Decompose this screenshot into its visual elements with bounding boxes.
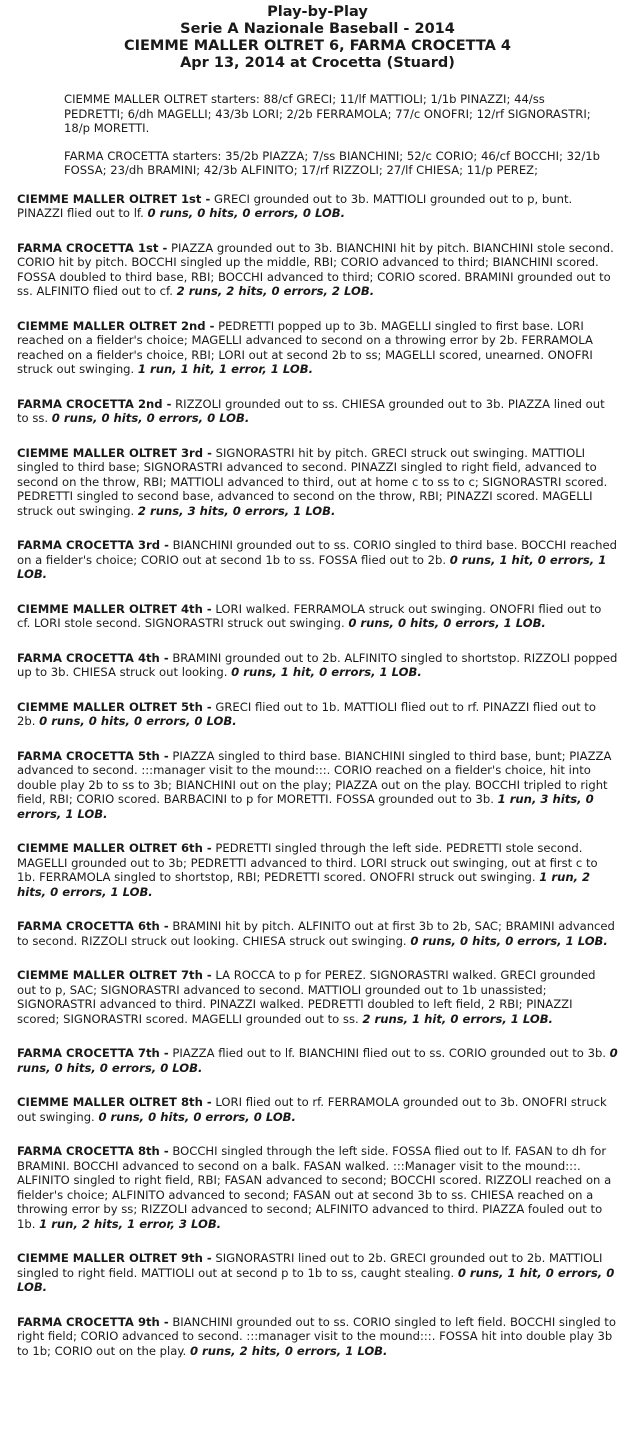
half-inning-summary: 0 runs, 0 hits, 0 errors, 0 LOB. bbox=[17, 1046, 618, 1075]
home-starters: FARMA CROCETTA starters: 35/2b PIAZZA; 7/ss BIANCHINI; 52/c CORIO; 46/cf BOCCHI; 32/1b FOSSA; 23/dh BRAMINI; 42/3b ALFINITO; 17/rf RIZZOLI; 27/lf CHIESA; 11/p PEREZ; bbox=[64, 148, 601, 177]
half-inning-summary: 2 runs, 2 hits, 0 errors, 2 LOB. bbox=[176, 284, 375, 298]
half-inning-summary: 0 runs, 2 hits, 0 errors, 1 LOB. bbox=[189, 1343, 388, 1358]
half-inning-summary: 1 run, 3 hits, 0 errors, 1 LOB. bbox=[17, 792, 594, 821]
half-inning-summary: 2 runs, 3 hits, 0 errors, 1 LOB. bbox=[137, 503, 336, 518]
half-inning-plays: BRAMINI hit by pitch. ALFINITO out at first 3b to 2b, SAC; BRAMINI advanced to second. RIZZOLI struck out looking. CHIESA struck out swinging. bbox=[17, 919, 615, 948]
half-inning-summary: 0 runs, 0 hits, 0 errors, 1 LOB. bbox=[348, 616, 546, 630]
half-inning-summary: 0 runs, 0 hits, 0 errors, 0 LOB. bbox=[98, 1109, 296, 1124]
visitor-starters: CIEMME MALLER OLTRET starters: 88/cf GRECI; 11/lf MATTIOLI; 1/1b PINAZZI; 44/ss PEDRETTI; 6/dh MAGELLI; 43/3b LORI; 2/2b FERRAMOLA; 77/c ONOFRI; 12/rf SIGNORASTRI; 18/p MORETTI. bbox=[64, 92, 591, 135]
half-inning-entry bbox=[17, 651, 618, 680]
half-inning-entry bbox=[17, 1251, 618, 1295]
half-inning-plays: LORI flied out to rf. FERRAMOLA grounded out to 3b. ONOFRI struck out swinging. bbox=[17, 1095, 607, 1124]
document-header bbox=[17, 0, 618, 72]
half-inning-summary: 0 runs, 1 hit, 0 errors, 1 LOB. bbox=[231, 665, 422, 679]
half-inning-entry bbox=[17, 192, 618, 221]
half-inning-plays: SIGNORASTRI hit by pitch. GRECI struck out swinging. MATTIOLI singled to third base; SIGNORASTRI advanced to second. PINAZZI singled to right field, advanced to second on the throw, RBI; MATTIOLI advanced to third, out at home c to ss to c; SIGNORASTRI scored. PEDRETTI singled to second base, advanced to second on the throw, RBI; PINAZZI scored. MAGELLI struck out swinging. bbox=[17, 445, 608, 518]
half-inning-entry bbox=[17, 1095, 618, 1124]
half-inning-heading: CIEMME MALLER OLTRET 9th - bbox=[17, 1251, 212, 1265]
half-inning-entry bbox=[17, 749, 618, 822]
half-inning-entry bbox=[17, 602, 618, 631]
half-inning-entry bbox=[17, 397, 618, 426]
half-inning-summary: 0 runs, 0 hits, 0 errors, 0 LOB. bbox=[51, 411, 250, 425]
half-inning-summary: 0 runs, 0 hits, 0 errors, 1 LOB. bbox=[410, 933, 608, 948]
half-inning-heading: FARMA CROCETTA 7th - bbox=[17, 1046, 169, 1060]
half-inning-heading: FARMA CROCETTA 3rd - bbox=[17, 538, 169, 552]
half-inning-heading: FARMA CROCETTA 6th - bbox=[17, 919, 169, 933]
half-inning-summary: 0 runs, 1 hit, 0 errors, 1 LOB. bbox=[17, 552, 607, 581]
half-inning-heading: CIEMME MALLER OLTRET 4th - bbox=[17, 601, 212, 616]
half-inning-heading: CIEMME MALLER OLTRET 7th - bbox=[17, 968, 212, 982]
half-inning-plays: PIAZZA flied out to lf. BIANCHINI flied out to ss. CORIO grounded out to 3b. bbox=[168, 1046, 610, 1060]
half-inning-plays: BIANCHINI grounded out to ss. CORIO singled to third base. BOCCHI reached on a fielder's choice; CORIO out at second 1b to ss. FOSSA flied out to 2b. bbox=[17, 538, 617, 567]
half-inning-heading: CIEMME MALLER OLTRET 3rd - bbox=[17, 445, 212, 460]
half-inning-summary: 0 runs, 0 hits, 0 errors, 0 LOB. bbox=[147, 206, 346, 220]
half-inning-heading: FARMA CROCETTA 1st - bbox=[17, 240, 168, 255]
game-date-venue: Apr 13, 2014 at Crocetta (Stuard) bbox=[180, 55, 455, 71]
half-inning-plays: PIAZZA singled to third base. BIANCHINI singled to third base, bunt; PIAZZA advanced to second. :::manager visit to the mound:::. CORIO reached on a fielder's choice, hit into double play 2b to ss to 3b; BIANCHINI out on the play; PIAZZA out on the play. BOCCHI tripled to right field, RBI; CORIO scored. BARBACINI to p for MORETTI. FOSSA grounded out to 3b. bbox=[17, 748, 612, 806]
half-inning-summary: 0 runs, 1 hit, 0 errors, 0 LOB. bbox=[17, 1265, 615, 1294]
half-inning-entry bbox=[17, 919, 618, 948]
half-inning-heading: FARMA CROCETTA 8th - bbox=[17, 1144, 169, 1158]
half-inning-entry bbox=[17, 968, 618, 1026]
half-inning-plays: RIZZOLI grounded out to ss. CHIESA grounded out to 3b. PIAZZA lined out to ss. bbox=[17, 396, 605, 425]
play-by-play-list bbox=[17, 192, 618, 1359]
half-inning-plays: LORI walked. FERRAMOLA struck out swinging. ONOFRI flied out to cf. LORI stole second. SIGNORASTRI struck out swinging. bbox=[17, 601, 602, 630]
half-inning-plays: GRECI flied out to 1b. MATTIOLI flied out to rf. PINAZZI flied out to 2b. bbox=[17, 699, 596, 728]
half-inning-summary: 1 run, 2 hits, 1 error, 3 LOB. bbox=[39, 1216, 222, 1231]
half-inning-plays: SIGNORASTRI lined out to 2b. GRECI grounded out to 2b. MATTIOLI singled to right field. MATTIOLI out at second p to 1b to ss, caught stealing. bbox=[17, 1251, 603, 1280]
half-inning-heading: FARMA CROCETTA 9th - bbox=[17, 1314, 169, 1329]
league-title: Serie A Nazionale Baseball - 2014 bbox=[180, 21, 455, 37]
half-inning-entry bbox=[17, 841, 618, 899]
half-inning-heading: CIEMME MALLER OLTRET 8th - bbox=[17, 1095, 212, 1109]
half-inning-entry bbox=[17, 1046, 618, 1075]
half-inning-plays: PEDRETTI popped up to 3b. MAGELLI singled to first base. LORI reached on a fielder's choice; MAGELLI advanced to second on a throwing error by 2b. FERRAMOLA reached on a fielder's choice, RBI; LORI out at second 2b to ss; MAGELLI scored, unearned. ONOFRI struck out swinging. bbox=[17, 318, 593, 376]
half-inning-plays: PIAZZA grounded out to 3b. BIANCHINI hit by pitch. BIANCHINI stole second. CORIO hit by pitch. BOCCHI singled up the middle, RBI; CORIO advanced to third; BIANCHINI scored. FOSSA doubled to third base, RBI; BOCCHI advanced to third; CORIO scored. BRAMINI grounded out to ss. ALFINITO flied out to cf. bbox=[17, 240, 614, 298]
half-inning-entry bbox=[17, 700, 618, 729]
half-inning-summary: 2 runs, 1 hit, 0 errors, 1 LOB. bbox=[362, 1011, 553, 1026]
half-inning-heading: CIEMME MALLER OLTRET 6th - bbox=[17, 841, 212, 855]
half-inning-heading: CIEMME MALLER OLTRET 1st - bbox=[17, 191, 211, 206]
half-inning-heading: FARMA CROCETTA 4th - bbox=[17, 650, 169, 665]
game-matchup: CIEMME MALLER OLTRET 6, FARMA CROCETTA 4 bbox=[123, 38, 512, 54]
half-inning-entry bbox=[17, 241, 618, 299]
half-inning-heading: FARMA CROCETTA 2nd - bbox=[17, 396, 172, 411]
half-inning-entry bbox=[17, 538, 618, 582]
half-inning-plays: BRAMINI grounded out to 2b. ALFINITO singled to shortstop. RIZZOLI popped up to 3b. CHIESA struck out looking. bbox=[17, 650, 618, 679]
half-inning-plays: GRECI grounded out to 3b. MATTIOLI grounded out to p, bunt. PINAZZI flied out to lf. bbox=[17, 191, 573, 220]
half-inning-entry bbox=[17, 446, 618, 519]
half-inning-entry bbox=[17, 1144, 618, 1231]
half-inning-summary: 0 runs, 0 hits, 0 errors, 0 LOB. bbox=[39, 714, 237, 728]
half-inning-plays: BIANCHINI grounded out to ss. CORIO singled to left field. BOCCHI singled to right field; CORIO advanced to second. :::manager visit to the mound:::. FOSSA hit into double play 3b to 1b; CORIO out on the play. bbox=[17, 1314, 616, 1358]
half-inning-summary: 1 run, 1 hit, 1 error, 1 LOB. bbox=[137, 362, 313, 376]
half-inning-plays: LA ROCCA to p for PEREZ. SIGNORASTRI walked. GRECI grounded out to p, SAC; SIGNORASTRI advanced to second. MATTIOLI grounded out to 1b unassisted; SIGNORASTRI advanced to third. PINAZZI walked. PEDRETTI doubled to left field, 2 RBI; PINAZZI scored; SIGNORASTRI scored. MAGELLI grounded out to ss. bbox=[17, 968, 596, 1026]
half-inning-plays: PEDRETTI singled through the left side. PEDRETTI stole second. MAGELLI grounded out to 3b; PEDRETTI advanced to third. LORI struck out swinging, out at first c to 1b. FERRAMOLA singled to shortstop, RBI; PEDRETTI scored. ONOFRI struck out swinging. bbox=[17, 841, 598, 884]
half-inning-plays: BOCCHI singled through the left side. FOSSA flied out to lf. FASAN to dh for BRAMINI. BOCCHI advanced to second on a balk. FASAN walked. :::Manager visit to the mound:::. ALFINITO singled to right field, RBI; FASAN advanced to second; BOCCHI scored. RIZZOLI reached on a fielder's choice; ALFINITO advanced to second; FASAN out at second 3b to ss. CHIESA reached on a throwing error by ss; RIZZOLI advanced to second; ALFINITO advanced to third. PIAZZA fouled out to 1b. bbox=[17, 1144, 612, 1231]
half-inning-heading: FARMA CROCETTA 5th - bbox=[17, 748, 169, 763]
page-title: Play-by-Play bbox=[267, 4, 368, 20]
half-inning-heading: CIEMME MALLER OLTRET 2nd - bbox=[17, 318, 215, 333]
half-inning-entry bbox=[17, 319, 618, 377]
half-inning-entry bbox=[17, 1315, 618, 1359]
half-inning-summary: 1 run, 2 hits, 0 errors, 1 LOB. bbox=[17, 870, 591, 899]
half-inning-heading: CIEMME MALLER OLTRET 5th - bbox=[17, 699, 212, 714]
